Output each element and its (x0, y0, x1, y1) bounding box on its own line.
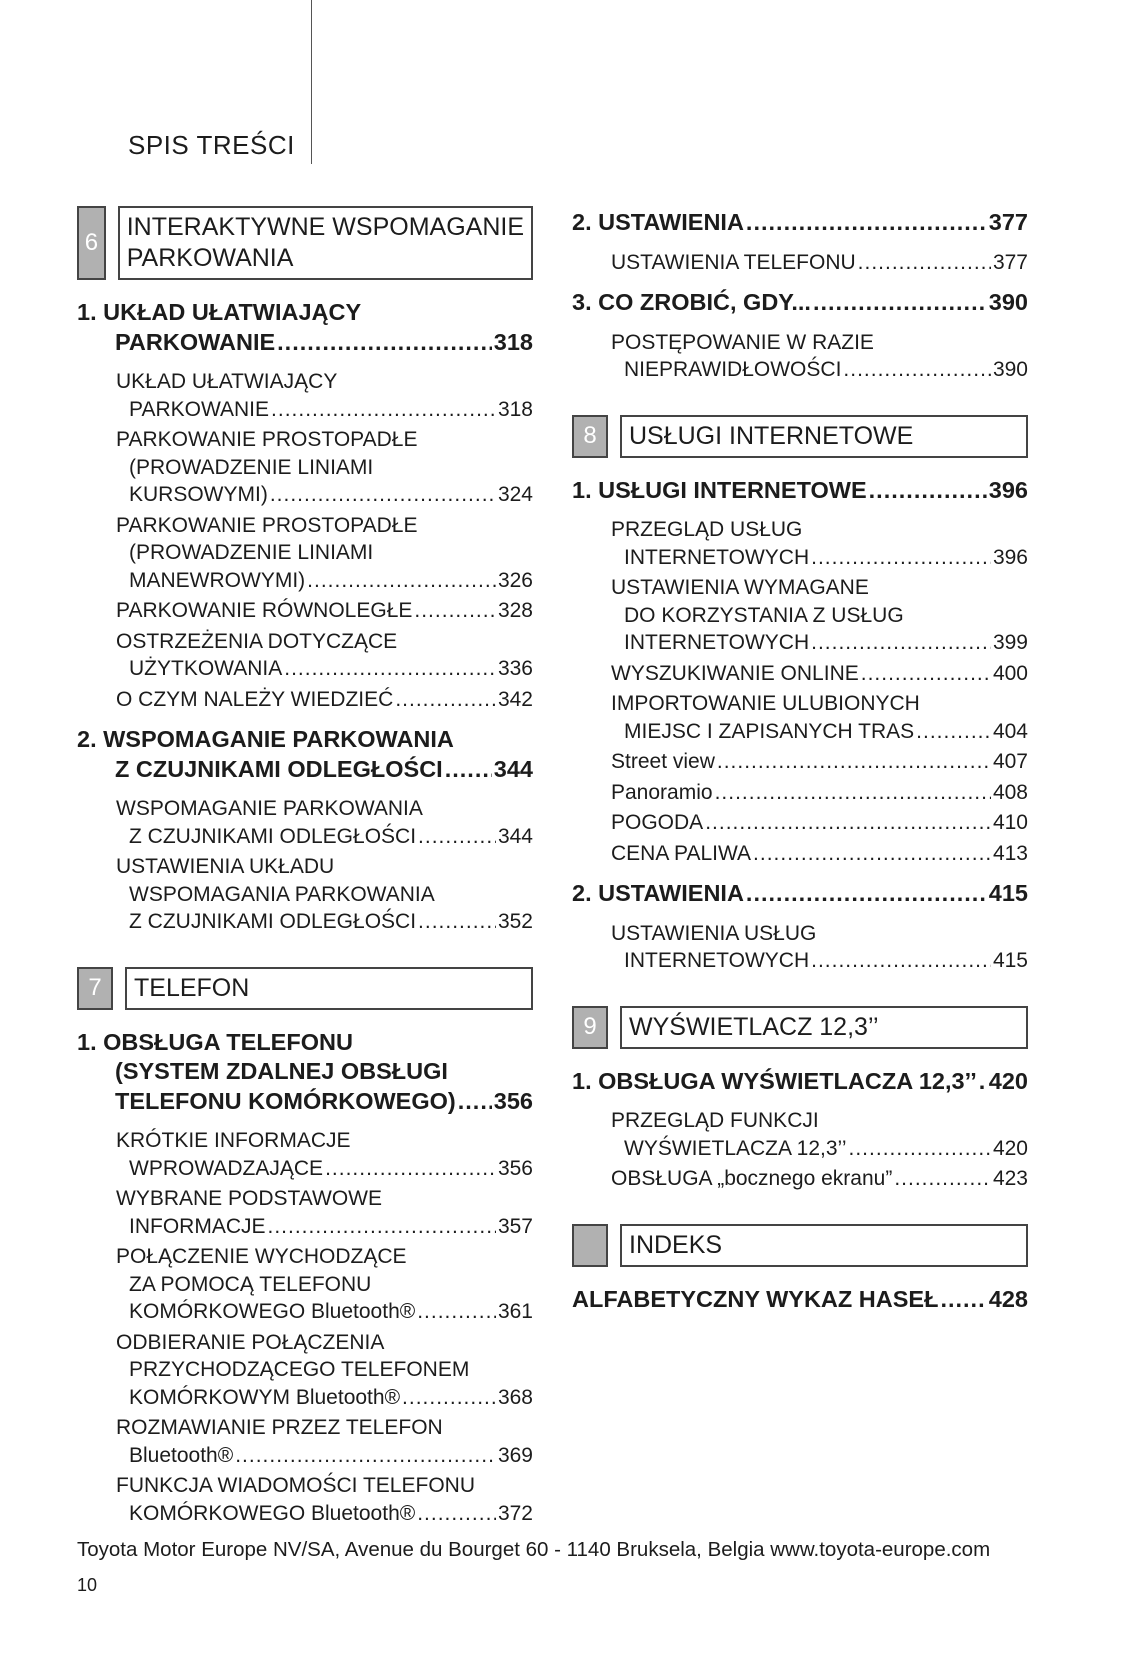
entry-text: 1. USŁUGI INTERNETOWE (572, 476, 867, 503)
entry-text: PRZEGLĄD FUNKCJI (611, 1109, 819, 1132)
dot-leader (271, 396, 496, 424)
entry-line (116, 853, 533, 881)
entry-page-number[interactable]: 356 (497, 1156, 533, 1180)
toc-topic-entry[interactable] (77, 597, 533, 625)
entry-page-number[interactable]: 318 (493, 328, 533, 355)
entry-line (611, 947, 1028, 975)
section-title-line: INDEKS (629, 1230, 723, 1259)
entry-page-number[interactable]: 420 (988, 1067, 1028, 1094)
entry-page-number[interactable]: 344 (493, 755, 533, 782)
dot-leader (811, 629, 991, 657)
entry-text: Bluetooth® (129, 1443, 234, 1467)
entry-text: (PROWADZENIE LINIAMI (129, 455, 374, 479)
section-number-tab (572, 1224, 608, 1267)
entry-text: PRZYCHODZĄCEGO TELEFONEM (129, 1358, 470, 1381)
entry-line (611, 809, 1028, 837)
toc-topic-entry[interactable] (77, 1329, 533, 1412)
entry-line (116, 368, 533, 396)
entry-page-number[interactable]: 407 (992, 750, 1028, 773)
toc-chapter-entry[interactable] (77, 298, 533, 357)
entry-line (572, 476, 1028, 506)
entry-line (116, 539, 533, 567)
entry-line (116, 1185, 533, 1213)
entry-page-number[interactable]: 377 (992, 250, 1028, 274)
toc-topic-entry[interactable] (572, 329, 1028, 384)
entry-text: POSTĘPOWANIE W RAZIE (611, 330, 874, 354)
entry-page-number[interactable]: 318 (497, 397, 533, 421)
entry-line (116, 1243, 533, 1271)
entry-text: CENA PALIWA (611, 841, 752, 865)
entry-text: 3. CO ZROBIĆ, GDY... (572, 289, 811, 315)
entry-line (116, 1472, 533, 1500)
entry-text: POŁĄCZENIE WYCHODZĄCE (116, 1245, 407, 1268)
entry-line (116, 396, 533, 424)
entry-text: KOMÓRKOWYM Bluetooth® (129, 1385, 401, 1409)
entry-page-number[interactable]: 342 (497, 687, 533, 711)
toc-chapter-entry[interactable] (572, 288, 1028, 318)
entry-text: INTERNETOWYCH (624, 949, 810, 972)
dot-leader (268, 1213, 496, 1241)
toc-chapter-entry[interactable] (572, 476, 1028, 506)
toc-topic-entry[interactable] (572, 779, 1028, 807)
entry-page-number[interactable]: 420 (992, 1136, 1028, 1160)
dot-leader (402, 1384, 496, 1412)
toc-chapter-entry[interactable] (77, 1028, 533, 1117)
toc-topic-entry[interactable] (572, 249, 1028, 277)
entry-line (116, 481, 533, 509)
dot-leader (235, 1442, 496, 1470)
entry-page-number[interactable]: 361 (497, 1300, 533, 1323)
toc-topic-entry[interactable] (77, 368, 533, 423)
toc-topic-entry[interactable] (572, 574, 1028, 657)
dot-leader (940, 1285, 986, 1315)
entry-line (611, 779, 1028, 807)
section-title-line: TELEFON (134, 973, 250, 1002)
dot-leader (979, 1067, 987, 1097)
entry-line (572, 208, 1028, 238)
toc-left-column (77, 206, 533, 1527)
entry-line (116, 823, 533, 851)
entry-page-number[interactable]: 415 (992, 949, 1028, 972)
entry-text: WPROWADZAJĄCE (129, 1156, 324, 1180)
entry-text: INTERNETOWYCH (624, 545, 810, 569)
entry-page-number[interactable]: 336 (497, 657, 533, 680)
entry-text: WYSZUKIWANIE ONLINE (611, 661, 859, 685)
entry-line (116, 454, 533, 482)
entry-page-number[interactable]: 324 (497, 483, 533, 506)
dot-leader (307, 567, 496, 595)
entry-line (77, 725, 533, 755)
entry-text: ODBIERANIE POŁĄCZENIA (116, 1330, 385, 1354)
entry-line (611, 1165, 1028, 1193)
dot-leader (715, 779, 991, 807)
entry-text: MIEJSC I ZAPISANYCH TRAS (624, 719, 915, 743)
entry-line (116, 1329, 533, 1357)
entry-line (116, 686, 533, 714)
toc-chapter-entry[interactable] (77, 725, 533, 784)
entry-page-number[interactable]: 377 (988, 209, 1028, 235)
entry-text: KOMÓRKOWEGO Bluetooth® (129, 1501, 416, 1525)
entry-line (611, 718, 1028, 746)
entry-page-number[interactable]: 344 (497, 824, 533, 848)
entry-text: WYŚWIETLACZA 12,3’’ (624, 1136, 847, 1160)
dot-leader (813, 288, 987, 318)
entry-line (116, 1500, 533, 1528)
entry-line (116, 512, 533, 540)
toc-topic-entry[interactable] (77, 426, 533, 509)
section-number-tab: 7 (77, 967, 113, 1010)
entry-text: Z CZUJNIKAMI ODLEGŁOŚCI (129, 910, 417, 933)
section-title-line: WYŚWIETLACZ 12,3’’ (629, 1012, 879, 1041)
section-title (620, 415, 1028, 458)
section-title-line: PARKOWANIA (126, 244, 294, 272)
entry-text: PARKOWANIE PROSTOPADŁE (116, 513, 418, 537)
section-title-line: USŁUGI INTERNETOWE (629, 421, 914, 450)
entry-text: INTERNETOWYCH (624, 631, 810, 654)
entry-line (611, 690, 1028, 718)
entry-text: ALFABETYCZNY WYKAZ HASEŁ (572, 1285, 939, 1312)
entry-page-number[interactable]: 400 (992, 661, 1028, 685)
entry-page-number[interactable]: 408 (992, 780, 1028, 804)
entry-line (572, 1067, 1028, 1097)
toc-chapter-entry[interactable] (572, 879, 1028, 909)
entry-page-number[interactable]: 356 (493, 1087, 533, 1114)
entry-line (77, 328, 533, 358)
entry-text: KURSOWYMI) (129, 483, 268, 506)
dot-leader (811, 544, 991, 572)
entry-text: PARKOWANIE PROSTOPADŁE (116, 428, 418, 451)
entry-page-number[interactable]: 404 (992, 719, 1028, 743)
entry-page-number[interactable]: 372 (497, 1501, 533, 1525)
entry-page-number[interactable]: 396 (992, 545, 1028, 569)
entry-text: USTAWIENIA UKŁADU (116, 855, 335, 878)
entry-text: 2. USTAWIENIA (572, 880, 744, 906)
toc-topic-entry[interactable] (77, 1185, 533, 1240)
entry-line (611, 329, 1028, 357)
entry-line (116, 1271, 533, 1299)
entry-page-number[interactable]: 357 (497, 1214, 533, 1238)
entry-line (77, 1057, 533, 1087)
section-title-line: INTERAKTYWNE WSPOMAGANIE (126, 213, 524, 241)
toc-topic-entry[interactable] (77, 1414, 533, 1469)
entry-text: ROZMAWIANIE PRZEZ TELEFON (116, 1416, 443, 1439)
entry-text: 1. UKŁAD UŁATWIAJĄCY (77, 299, 362, 325)
entry-line (77, 755, 533, 785)
entry-text: OSTRZEŻENIA DOTYCZĄCE (116, 629, 398, 653)
entry-line (116, 881, 533, 909)
section-number-tab: 8 (572, 415, 608, 458)
dot-leader (270, 481, 496, 509)
section-number-tab: 6 (77, 206, 106, 280)
entry-text: MANEWROWYMI) (129, 568, 306, 592)
entry-line (611, 574, 1028, 602)
entry-page-number[interactable]: 390 (992, 358, 1028, 381)
dot-leader (445, 755, 492, 785)
dot-leader (811, 947, 991, 975)
dot-leader (414, 597, 496, 625)
entry-page-number[interactable]: 352 (497, 910, 533, 933)
entry-text: UŻYTKOWANIA (129, 657, 283, 680)
entry-line (611, 356, 1028, 384)
entry-text: FUNKCJA WIADOMOŚCI TELEFONU (116, 1474, 475, 1497)
entry-text: Z CZUJNIKAMI ODLEGŁOŚCI (129, 824, 417, 848)
entry-text: WSPOMAGANIA PARKOWANIA (129, 882, 435, 906)
toc-topic-entry[interactable] (77, 1243, 533, 1326)
entry-line (572, 1285, 1028, 1315)
toc-topic-entry[interactable] (572, 1107, 1028, 1162)
entry-text: 2. WSPOMAGANIE PARKOWANIA (77, 726, 454, 752)
entry-line (116, 1384, 533, 1412)
section-header[interactable] (572, 1006, 1028, 1049)
entry-text: USTAWIENIA WYMAGANE (611, 576, 869, 599)
entry-line (611, 748, 1028, 776)
dot-leader (916, 718, 991, 746)
entry-text: Z CZUJNIKAMI ODLEGŁOŚCI (115, 755, 443, 782)
entry-text: (PROWADZENIE LINIAMI (129, 541, 374, 564)
entry-text: USTAWIENIA USŁUG (611, 921, 817, 945)
entry-line (572, 288, 1028, 318)
dot-leader (753, 840, 991, 868)
entry-line (116, 628, 533, 656)
dot-leader (418, 823, 496, 851)
toc-chapter-entry[interactable] (572, 1285, 1028, 1315)
dot-leader (418, 908, 496, 936)
section-header[interactable] (572, 1224, 1028, 1267)
toc-chapter-entry[interactable] (572, 208, 1028, 238)
section-title (118, 206, 533, 280)
entry-page-number[interactable]: 369 (497, 1443, 533, 1467)
entry-line (572, 879, 1028, 909)
toc-topic-entry[interactable] (572, 809, 1028, 837)
entry-page-number[interactable]: 368 (497, 1385, 533, 1409)
entry-page-number[interactable]: 410 (992, 811, 1028, 834)
toc-topic-entry[interactable] (572, 920, 1028, 975)
section-header[interactable] (572, 415, 1028, 458)
entry-line (116, 1442, 533, 1470)
entry-line (611, 249, 1028, 277)
section-title (620, 1224, 1028, 1267)
toc-topic-entry[interactable] (572, 748, 1028, 776)
entry-text: 1. OBSŁUGA TELEFONU (77, 1028, 353, 1055)
toc-topic-entry[interactable] (572, 660, 1028, 688)
entry-text: WSPOMAGANIE PARKOWANIA (116, 797, 423, 820)
dot-leader (458, 1087, 492, 1117)
section-number-tab: 9 (572, 1006, 608, 1049)
entry-line (611, 544, 1028, 572)
page-number: 10 (77, 1575, 98, 1595)
toc-topic-entry[interactable] (77, 1472, 533, 1527)
section-title (620, 1006, 1028, 1049)
entry-text: PARKOWANIE RÓWNOLEGŁE (116, 599, 413, 622)
toc-topic-entry[interactable] (572, 690, 1028, 745)
footer-address: Toyota Motor Europe NV/SA, Avenue du Bourget 60 - 1140 Bruksela, Belgia www.toyota-europe.com (77, 1538, 991, 1561)
entry-text: (SYSTEM ZDALNEJ OBSŁUGI (115, 1058, 448, 1084)
entry-page-number[interactable]: 328 (497, 599, 533, 622)
dot-leader (849, 1135, 991, 1163)
entry-line (116, 655, 533, 683)
section-title (125, 967, 533, 1010)
toc-topic-entry[interactable] (572, 1165, 1028, 1193)
dot-leader (277, 328, 492, 358)
entry-line (116, 426, 533, 454)
entry-page-number[interactable]: 423 (992, 1167, 1028, 1190)
entry-line (611, 516, 1028, 544)
toc-topic-entry[interactable] (77, 686, 533, 714)
toc-topic-entry[interactable] (77, 853, 533, 936)
toc-topic-entry[interactable] (572, 516, 1028, 571)
entry-text: Panoramio (611, 780, 713, 804)
toc-topic-entry[interactable] (77, 512, 533, 595)
vertical-divider (311, 0, 312, 164)
entry-line (611, 1135, 1028, 1163)
entry-text: TELEFONU KOMÓRKOWEGO) (115, 1087, 456, 1114)
entry-page-number[interactable]: 326 (497, 568, 533, 592)
entry-text: 1. OBSŁUGA WYŚWIETLACZA 12,3’’ (572, 1067, 977, 1094)
dot-leader (395, 686, 496, 714)
entry-text: NIEPRAWIDŁOWOŚCI (624, 358, 842, 381)
section-header[interactable] (77, 967, 533, 1010)
page-title: SPIS TREŚCI (128, 130, 295, 160)
entry-line (611, 1107, 1028, 1135)
entry-text: OBSŁUGA „bocznego ekranu” (611, 1167, 893, 1190)
dot-leader (894, 1165, 991, 1193)
entry-page-number[interactable]: 413 (992, 841, 1028, 865)
entry-text: KOMÓRKOWEGO Bluetooth® (129, 1300, 416, 1323)
entry-line (116, 1356, 533, 1384)
entry-line (77, 1087, 533, 1117)
entry-line (116, 1414, 533, 1442)
entry-line (116, 597, 533, 625)
entry-page-number[interactable]: 399 (992, 631, 1028, 654)
section-header[interactable] (77, 206, 533, 280)
entry-text: WYBRANE PODSTAWOWE (116, 1187, 383, 1210)
toc-topic-entry[interactable] (77, 1127, 533, 1182)
entry-line (611, 629, 1028, 657)
entry-line (77, 1028, 533, 1058)
entry-text: 2. USTAWIENIA (572, 209, 744, 235)
entry-line (116, 1127, 533, 1155)
toc-topic-entry[interactable] (77, 628, 533, 683)
entry-text: O CZYM NALEŻY WIEDZIEĆ (116, 687, 394, 711)
entry-text: ZA POMOCĄ TELEFONU (129, 1272, 372, 1296)
entry-text: PRZEGLĄD USŁUG (611, 518, 803, 541)
toc-right-column (572, 208, 1028, 1314)
entry-page-number[interactable]: 390 (988, 289, 1028, 315)
entry-line (116, 1298, 533, 1326)
entry-text: DO KORZYSTANIA Z USŁUG (624, 603, 904, 627)
entry-page-number[interactable]: 396 (988, 476, 1028, 503)
toc-topic-entry[interactable] (572, 840, 1028, 868)
dot-leader (284, 655, 496, 683)
dot-leader (861, 660, 991, 688)
entry-line (611, 840, 1028, 868)
entry-line (116, 908, 533, 936)
entry-text: KRÓTKIE INFORMACJE (116, 1129, 351, 1152)
dot-leader (417, 1298, 496, 1326)
entry-text: USTAWIENIA TELEFONU (611, 250, 856, 274)
dot-leader (843, 356, 991, 384)
entry-line (611, 660, 1028, 688)
entry-text: PARKOWANIE (129, 397, 270, 421)
entry-line (611, 602, 1028, 630)
entry-text: POGODA (611, 811, 704, 834)
dot-leader (717, 748, 991, 776)
entry-text: UKŁAD UŁATWIAJĄCY (116, 370, 338, 393)
entry-line (116, 1213, 533, 1241)
toc-chapter-entry[interactable] (572, 1067, 1028, 1097)
entry-line (77, 298, 533, 328)
entry-page-number[interactable]: 415 (988, 880, 1028, 906)
entry-text: Street view (611, 750, 715, 773)
dot-leader (325, 1155, 496, 1183)
dot-leader (858, 249, 991, 277)
dot-leader (746, 879, 987, 909)
dot-leader (746, 208, 987, 238)
dot-leader (705, 809, 991, 837)
entry-page-number[interactable]: 428 (988, 1285, 1028, 1312)
entry-line (116, 795, 533, 823)
dot-leader (869, 476, 987, 506)
entry-text: INFORMACJE (129, 1214, 266, 1238)
entry-text: IMPORTOWANIE ULUBIONYCH (611, 692, 920, 715)
toc-topic-entry[interactable] (77, 795, 533, 850)
entry-text: PARKOWANIE (115, 328, 276, 355)
entry-line (611, 920, 1028, 948)
entry-line (116, 567, 533, 595)
entry-line (116, 1155, 533, 1183)
dot-leader (417, 1500, 496, 1528)
